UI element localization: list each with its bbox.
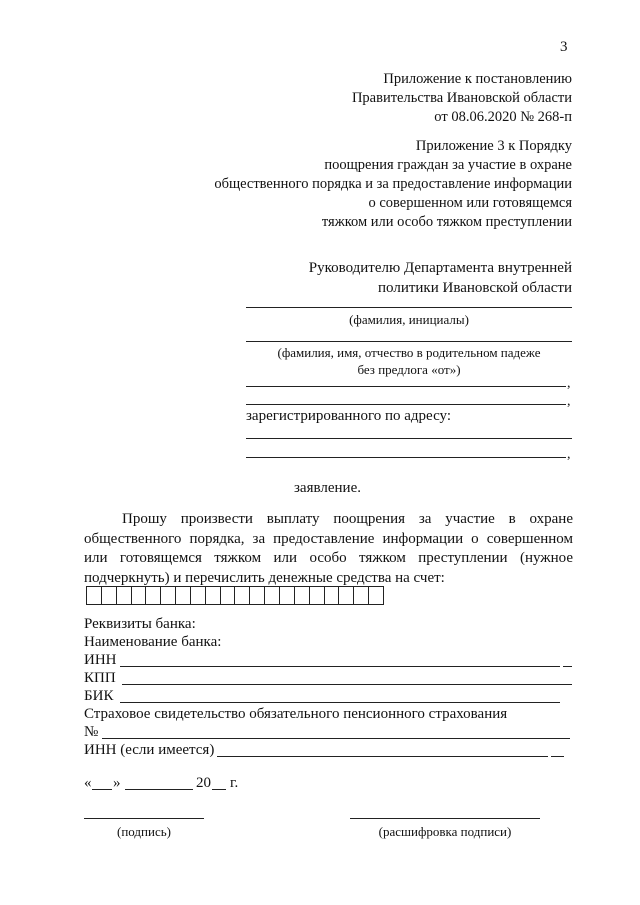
account-digit-cell[interactable] bbox=[310, 587, 325, 604]
addressee-block bbox=[309, 258, 572, 298]
appendix-resolution-line-2: Правительства Ивановской области bbox=[351, 90, 572, 106]
inn-optional-line[interactable] bbox=[217, 756, 548, 757]
request-paragraph: Прошу произвести выплату поощрения за участие в охране общественного порядка, за предоставление информации о совершенном или готовящемся тяжком или особо тяжком преступлении (нужное подчеркнуть) и перечислить денежные средства на счет: bbox=[84, 511, 573, 586]
account-digit-cell[interactable] bbox=[191, 587, 206, 604]
account-digit-cell[interactable] bbox=[206, 587, 221, 604]
applicant-name-line[interactable] bbox=[246, 341, 572, 342]
account-digit-cell[interactable] bbox=[325, 587, 340, 604]
account-digit-cell[interactable] bbox=[339, 587, 354, 604]
address-line-2[interactable] bbox=[246, 457, 566, 458]
account-digit-cell[interactable] bbox=[280, 587, 295, 604]
account-digit-cell[interactable] bbox=[354, 587, 369, 604]
comma-2: , bbox=[567, 394, 571, 409]
applicant-extra-line-2[interactable] bbox=[246, 404, 566, 405]
inn-optional-label: ИНН (если имеется) bbox=[84, 742, 215, 758]
date-day-line[interactable] bbox=[92, 789, 112, 790]
account-digit-cell[interactable] bbox=[221, 587, 236, 604]
date-month-line[interactable] bbox=[125, 789, 193, 790]
bank-name-label: Наименование банка: bbox=[84, 634, 222, 650]
comma-3: , bbox=[567, 447, 571, 462]
snils-label: Страховое свидетельство обязательного пенсионного страхования bbox=[84, 706, 508, 722]
appendix-procedure-line-5: тяжком или особо тяжком преступлении bbox=[321, 214, 572, 230]
date-year-prefix: 20 bbox=[196, 775, 211, 791]
account-digit-cell[interactable] bbox=[117, 587, 132, 604]
head-name-line[interactable] bbox=[246, 307, 572, 308]
head-name-hint: (фамилия, инициалы) bbox=[349, 312, 469, 327]
addressee-line-1: Руководителю Департамента внутренней bbox=[308, 260, 572, 276]
applicant-name-hint bbox=[246, 344, 572, 378]
signature-hint: (подпись) bbox=[117, 824, 171, 839]
account-digit-cell[interactable] bbox=[235, 587, 250, 604]
signature-decode-hint: (расшифровка подписи) bbox=[378, 824, 512, 839]
bik-line[interactable] bbox=[120, 702, 560, 703]
appendix-procedure-block bbox=[214, 137, 572, 232]
account-digit-cell[interactable] bbox=[295, 587, 310, 604]
appendix-resolution-block bbox=[352, 70, 572, 127]
date-year-suffix: г. bbox=[230, 775, 239, 791]
date-day-close-quote: » bbox=[113, 775, 121, 791]
document-title: заявление. bbox=[294, 480, 361, 496]
appendix-procedure-line-2: поощрения граждан за участие в охране bbox=[324, 157, 572, 173]
date-day-open-quote: « bbox=[84, 775, 92, 791]
account-digit-cell[interactable] bbox=[265, 587, 280, 604]
kpp-label: КПП bbox=[84, 670, 116, 686]
kpp-line[interactable] bbox=[122, 684, 572, 685]
account-digit-cell[interactable] bbox=[102, 587, 117, 604]
account-number-boxes[interactable] bbox=[86, 586, 384, 605]
account-digit-cell[interactable] bbox=[132, 587, 147, 604]
date-year-line[interactable] bbox=[212, 789, 226, 790]
account-digit-cell[interactable] bbox=[176, 587, 191, 604]
account-digit-cell[interactable] bbox=[161, 587, 176, 604]
applicant-name-hint-line-2: без предлога «от») bbox=[357, 362, 461, 377]
appendix-resolution-line-3: от 08.06.2020 № 268-п bbox=[434, 109, 572, 125]
signature-line[interactable] bbox=[84, 818, 204, 819]
account-digit-cell[interactable] bbox=[369, 587, 383, 604]
inn-line-tail bbox=[563, 666, 572, 667]
account-digit-cell[interactable] bbox=[146, 587, 161, 604]
number-label: № bbox=[84, 724, 99, 740]
inn-line[interactable] bbox=[120, 666, 560, 667]
comma-1: , bbox=[567, 376, 571, 391]
inn-optional-line-tail bbox=[551, 756, 564, 757]
signature-decode-line[interactable] bbox=[350, 818, 540, 819]
applicant-name-hint-line-1: (фамилия, имя, отчество в родительном падеже bbox=[277, 345, 541, 360]
inn-label: ИНН bbox=[84, 652, 117, 668]
address-line-1[interactable] bbox=[246, 438, 572, 439]
appendix-procedure-line-3: общественного порядка и за предоставление информации bbox=[214, 176, 572, 192]
appendix-procedure-line-1: Приложение 3 к Порядку bbox=[415, 138, 572, 154]
applicant-extra-line-1[interactable] bbox=[246, 386, 566, 387]
registered-label: зарегистрированного по адресу: bbox=[246, 408, 451, 424]
bank-details-title: Реквизиты банка: bbox=[84, 616, 196, 632]
appendix-procedure-line-4: о совершенном или готовящемся bbox=[368, 195, 572, 211]
bik-label: БИК bbox=[84, 688, 114, 704]
account-digit-cell[interactable] bbox=[250, 587, 265, 604]
snils-number-line[interactable] bbox=[102, 738, 570, 739]
account-digit-cell[interactable] bbox=[87, 587, 102, 604]
addressee-line-2: политики Ивановской области bbox=[378, 280, 572, 296]
page-number: 3 bbox=[560, 39, 568, 55]
appendix-resolution-line-1: Приложение к постановлению bbox=[383, 71, 572, 87]
